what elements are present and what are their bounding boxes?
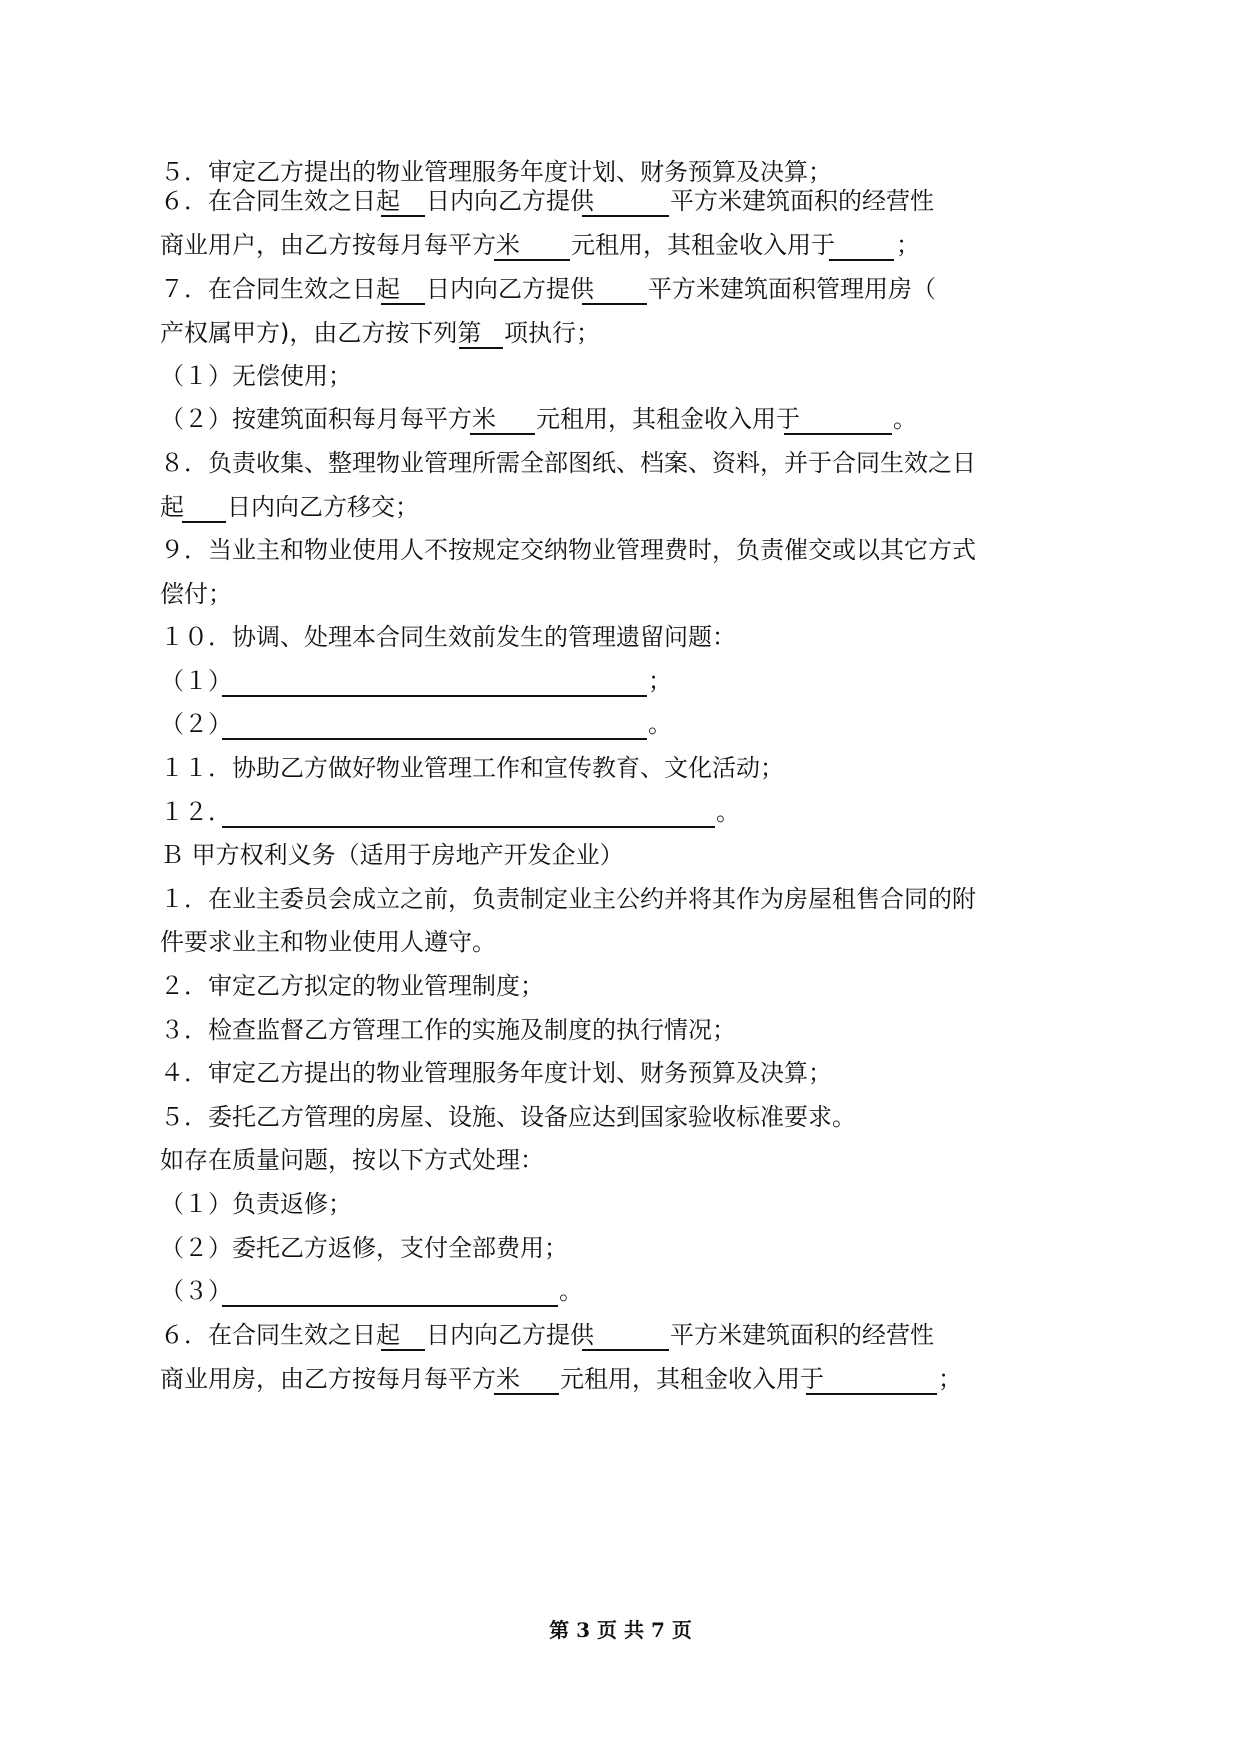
clause-text: 。: [559, 1277, 583, 1305]
clause-line: [0, 309, 1241, 357]
clause-line: [0, 395, 1241, 443]
clause-text: ６．在合同生效之日起: [160, 1321, 400, 1349]
clause-line: [0, 962, 1241, 1010]
clause-line: [0, 1311, 1241, 1359]
clause-text: （１）负责返修；: [160, 1190, 352, 1218]
clause-line: [0, 177, 1241, 225]
clause-line: [0, 265, 1241, 313]
clause-text: ９．当业主和物业使用人不按规定交纳物业管理费时，负责催交或以其它方式: [160, 536, 976, 564]
clause-line: [0, 483, 1241, 531]
clause-text: １１．协助乙方做好物业管理工作和宣传教育、文化活动；: [160, 754, 784, 782]
clause-text: （２）按建筑面积每月每平方米: [160, 405, 496, 433]
fill-in-blank: [459, 347, 503, 349]
clause-text: ６．在合同生效之日起: [160, 187, 400, 215]
clause-text: 元租用，其租金收入用于: [571, 231, 835, 259]
fill-in-blank: [582, 215, 669, 217]
clause-text: 日内向乙方移交；: [227, 493, 419, 521]
clause-text: ５．审定乙方提出的物业管理服务年度计划、财务预算及决算；: [160, 158, 832, 186]
clause-line: [0, 1006, 1241, 1054]
page-number-footer: 第 3 页 共 7 页: [549, 1618, 692, 1642]
clause-line: [0, 613, 1241, 661]
clause-text: 日内向乙方提供: [426, 275, 594, 303]
fill-in-blank: [784, 433, 892, 435]
clause-line: [0, 352, 1241, 400]
clause-text: 日内向乙方提供: [426, 187, 594, 215]
clause-text: ；: [938, 1365, 962, 1393]
clause-text: ４．审定乙方提出的物业管理服务年度计划、财务预算及决算；: [160, 1059, 832, 1087]
clause-text: 元租用，其租金收入用于: [536, 405, 800, 433]
clause-text: 如存在质量问题，按以下方式处理：: [160, 1146, 544, 1174]
fill-in-blank: [470, 433, 535, 435]
clause-text: １．在业主委员会成立之前，负责制定业主公约并将其作为房屋租售合同的附: [160, 885, 976, 913]
clause-text: （１）: [160, 667, 232, 695]
clause-line: [0, 1180, 1241, 1228]
fill-in-blank: [381, 215, 425, 217]
fill-in-blank: [582, 303, 647, 305]
clause-line: [0, 1267, 1241, 1315]
clause-text: ２．审定乙方拟定的物业管理制度；: [160, 972, 544, 1000]
section-heading: [0, 831, 1241, 879]
clause-line: [0, 918, 1241, 966]
clause-text: ；: [648, 667, 672, 695]
clause-text: 平方米建筑面积管理用房（: [648, 275, 936, 303]
clause-text: ５．委托乙方管理的房屋、设施、设备应达到国家验收标准要求。: [160, 1103, 856, 1131]
clause-line: [0, 221, 1241, 269]
clause-line: [0, 788, 1241, 836]
fill-in-blank: [381, 1349, 425, 1351]
clause-line: [0, 1093, 1241, 1141]
clause-line: [0, 526, 1241, 574]
clause-line: [0, 700, 1241, 748]
clause-text: １２．: [160, 798, 232, 826]
clause-text: 商业用户，由乙方按每月每平方米: [160, 231, 520, 259]
clause-text: 项执行；: [504, 319, 600, 347]
clause-text: ８．负责收集、整理物业管理所需全部图纸、档案、资料，并于合同生效之日: [160, 449, 976, 477]
clause-line: [0, 657, 1241, 705]
fill-in-blank: [222, 826, 715, 828]
clause-line: [0, 439, 1241, 487]
clause-text: 偿付；: [160, 580, 232, 608]
fill-in-blank: [222, 738, 647, 740]
clause-text: 起: [160, 493, 184, 521]
fill-in-blank: [829, 259, 894, 261]
clause-line: [0, 1224, 1241, 1272]
fill-in-blank: [381, 303, 425, 305]
clause-line: [0, 875, 1241, 923]
clause-line: [0, 1136, 1241, 1184]
clause-text: （２）: [160, 710, 232, 738]
section-heading-text: Ｂ 甲方权利义务（适用于房地产开发企业）: [160, 841, 624, 869]
fill-in-blank: [222, 1305, 558, 1307]
clause-text: 元租用，其租金收入用于: [560, 1365, 824, 1393]
clause-line: [0, 570, 1241, 618]
fill-in-blank: [182, 521, 226, 523]
clause-text: ７．在合同生效之日起: [160, 275, 400, 303]
clause-text: 日内向乙方提供: [426, 1321, 594, 1349]
clause-text: 。: [648, 710, 672, 738]
clause-text: （３）: [160, 1277, 232, 1305]
clause-text: 。: [893, 405, 917, 433]
clause-text: ３．检查监督乙方管理工作的实施及制度的执行情况；: [160, 1016, 736, 1044]
clause-line: [0, 744, 1241, 792]
clause-text: 。: [716, 798, 740, 826]
clause-text: 产权属甲方)，由乙方按下列第: [160, 319, 482, 347]
fill-in-blank: [494, 259, 570, 261]
fill-in-blank: [494, 1393, 559, 1395]
fill-in-blank: [806, 1393, 937, 1395]
clause-text: 件要求业主和物业使用人遵守。: [160, 928, 496, 956]
clause-text: １０．协调、处理本合同生效前发生的管理遗留问题：: [160, 623, 736, 651]
clause-line: [0, 1049, 1241, 1097]
clause-text: 商业用房，由乙方按每月每平方米: [160, 1365, 520, 1393]
clause-line: [0, 1355, 1241, 1403]
clause-text: ；: [896, 231, 920, 259]
fill-in-blank: [582, 1349, 669, 1351]
clause-text: 平方米建筑面积的经营性: [670, 187, 934, 215]
clause-text: （２）委托乙方返修，支付全部费用；: [160, 1234, 568, 1262]
fill-in-blank: [222, 695, 647, 697]
clause-text: （１）无偿使用；: [160, 362, 352, 390]
clause-text: 平方米建筑面积的经营性: [670, 1321, 934, 1349]
